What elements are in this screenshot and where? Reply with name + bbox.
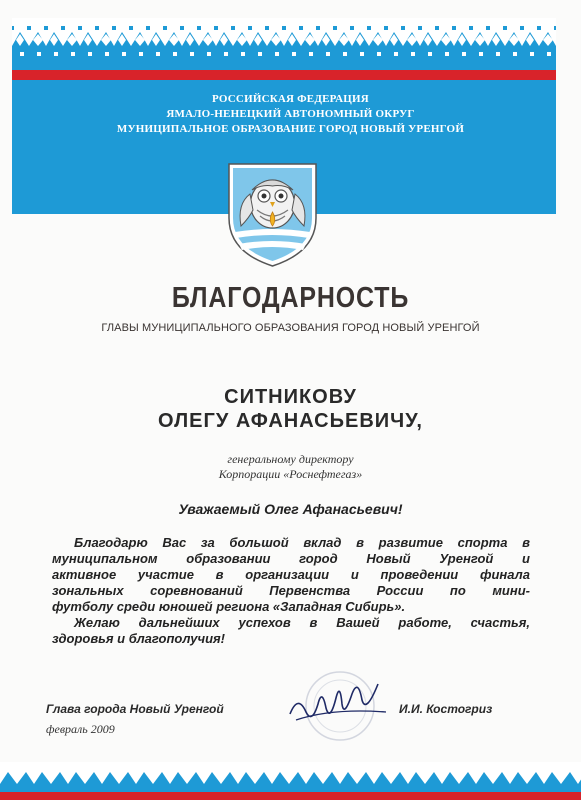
body-text [52,535,530,647]
blue-line [12,80,556,84]
body-line: муниципальном образовании город Новый Уренгой и [52,551,530,566]
body-line: футболу среди юношей региона «Западная Сибирь». [52,599,406,614]
recipient-surname: СИТНИКОВУ [224,386,357,408]
signer-title: Глава города Новый Уренгой [46,702,224,716]
body-line: активное участие в организации и проведении финала [52,567,530,582]
recipient-name: ОЛЕГУ АФАНАСЬЕВИЧУ, [158,410,423,432]
coat-of-arms-icon [225,160,320,268]
signature-and-seal [282,664,400,746]
header-line-3: МУНИЦИПАЛЬНОЕ ОБРАЗОВАНИЕ ГОРОД НОВЫЙ УРЕНГОЙ [116,123,465,135]
body-line: зональных соревнований Первенства России по мини- [52,583,530,598]
document-date: февраль 2009 [46,722,115,736]
header-line-1: РОССИЙСКАЯ ФЕДЕРАЦИЯ [212,93,369,105]
red-stripe [12,70,556,80]
body-line: здоровья и благополучия! [52,631,225,646]
recipient-position: генеральному директору [227,452,354,466]
signer-name: И.И. Костогриз [399,702,493,716]
document-title: БЛАГОДАРНОСТЬ [171,282,410,314]
government-header [0,92,581,137]
greeting: Уважаемый Олег Афанасьевич! [178,501,403,517]
header-line-2: ЯМАЛО-НЕНЕЦКИЙ АВТОНОМНЫЙ ОКРУГ [166,108,415,120]
recipient-organization: Корпорации «Роснефтегаз» [218,467,363,481]
body-line: Благодарю Вас за большой вклад в развитие спорта в [74,535,530,550]
body-line: Желаю дальнейших успехов в Вашей работе, счастья, [74,615,530,630]
document-subtitle: ГЛАВЫ МУНИЦИПАЛЬНОГО ОБРАЗОВАНИЯ ГОРОД НОВЫЙ УРЕНГОЙ [101,322,480,334]
ornament-pattern [12,18,556,62]
bottom-ornament [0,762,581,800]
